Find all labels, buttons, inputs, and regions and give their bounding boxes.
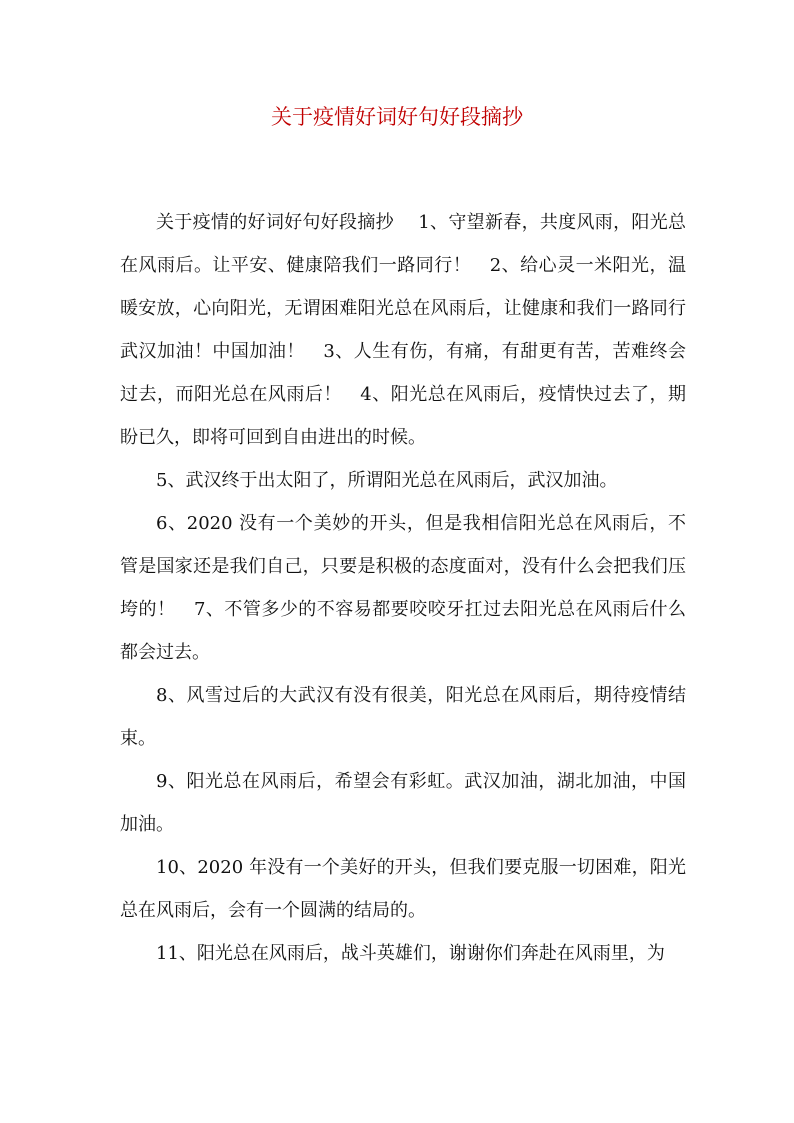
paragraph: 关于疫情的好词好句好段摘抄 1、守望新春，共度风雨，阳光总在风雨后。让平安、健康陪我们一路同行！ 2、给心灵一米阳光，温暖安放，心向阳光，无谓困难阳光总在风雨后，让健康和我们一路同行武汉加油！中国加油！ 3、人生有伤，有痛，有甜更有苦，苦难终会过去，而阳光总在风雨后！ 4、阳光总在风雨后，疫情快过去了，期盼已久，即将可回到自由进出的时候。 <box>120 212 686 448</box>
paragraph: 8、风雪过后的大武汉有没有很美，阳光总在风雨后，期待疫情结束。 <box>120 685 686 749</box>
paragraph: 11、阳光总在风雨后，战斗英雄们，谢谢你们奔赴在风雨里，为 <box>156 943 665 964</box>
document-title: 关于疫情好词好句好段摘抄 <box>271 105 523 129</box>
paragraph: 10、2020 年没有一个美好的开头，但我们要克服一切困难，阳光总在风雨后，会有一个圆满的结局的。 <box>120 857 686 921</box>
paragraph: 9、阳光总在风雨后，希望会有彩虹。武汉加油，湖北加油，中国加油。 <box>120 771 686 835</box>
paragraph: 5、武汉终于出太阳了，所谓阳光总在风雨后，武汉加油。 <box>156 470 618 491</box>
paragraph: 6、2020 没有一个美妙的开头，但是我相信阳光总在风雨后，不管是国家还是我们自己，只要是积极的态度面对，没有什么会把我们压垮的！ 7、不管多少的不容易都要咬咬牙扛过去阳光总在风雨后什么都会过去。 <box>120 513 686 663</box>
document-body <box>120 201 686 975</box>
